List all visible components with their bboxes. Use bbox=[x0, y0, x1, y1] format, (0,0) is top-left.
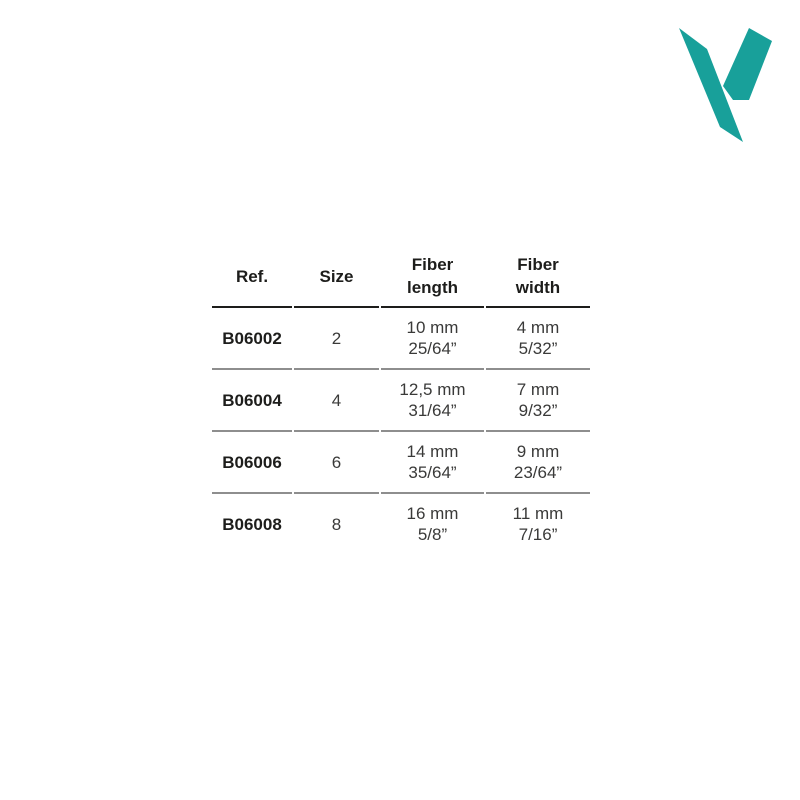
width-inch: 7/16” bbox=[518, 525, 558, 544]
length-mm: 14 mm bbox=[406, 442, 459, 461]
size-cell: 2 bbox=[294, 308, 379, 370]
fiber-length-cell bbox=[381, 432, 484, 494]
table-row bbox=[212, 370, 590, 432]
brand-v-logo-icon bbox=[663, 20, 773, 145]
width-inch: 9/32” bbox=[518, 401, 558, 420]
width-inch: 23/64” bbox=[513, 463, 563, 482]
ref-cell: B06008 bbox=[222, 514, 282, 534]
fiber-width-cell bbox=[486, 370, 590, 432]
length-inch: 25/64” bbox=[408, 339, 457, 358]
width-inch: 5/32” bbox=[518, 339, 558, 358]
size-cell: 4 bbox=[294, 370, 379, 432]
column-header-size: Size bbox=[294, 253, 379, 308]
length-inch: 31/64” bbox=[408, 401, 457, 420]
fiber-width-cell bbox=[486, 494, 590, 554]
width-mm: 7 mm bbox=[516, 380, 560, 399]
table-row bbox=[212, 494, 590, 554]
ref-cell: B06004 bbox=[212, 370, 292, 432]
ref-cell: B06002 bbox=[212, 308, 292, 370]
size-cell: 6 bbox=[294, 432, 379, 494]
table-header-row bbox=[212, 253, 590, 308]
length-mm: 16 mm bbox=[406, 504, 459, 523]
table-row bbox=[212, 432, 590, 494]
length-mm: 10 mm bbox=[406, 318, 459, 337]
column-header-ref: Ref. bbox=[212, 253, 292, 308]
fiber-length-cell bbox=[381, 494, 484, 554]
length-inch: 5/8” bbox=[417, 525, 448, 544]
width-mm: 9 mm bbox=[516, 442, 560, 461]
column-header-fiber-width: Fiber width bbox=[486, 253, 590, 308]
column-header-fiber-length: Fiber length bbox=[381, 253, 484, 308]
fiber-width-cell bbox=[486, 308, 590, 370]
table-row bbox=[212, 308, 590, 370]
fiber-width-cell bbox=[486, 432, 590, 494]
length-mm: 12,5 mm bbox=[399, 380, 466, 399]
size-cell: 8 bbox=[331, 514, 342, 534]
width-mm: 11 mm bbox=[512, 504, 564, 523]
fiber-length-cell bbox=[381, 308, 484, 370]
fiber-length-cell bbox=[381, 370, 484, 432]
logo-right-stroke bbox=[723, 28, 772, 100]
fiber-spec-table bbox=[210, 253, 592, 554]
length-inch: 35/64” bbox=[408, 463, 457, 482]
width-mm: 4 mm bbox=[516, 318, 560, 337]
ref-cell: B06006 bbox=[212, 432, 292, 494]
